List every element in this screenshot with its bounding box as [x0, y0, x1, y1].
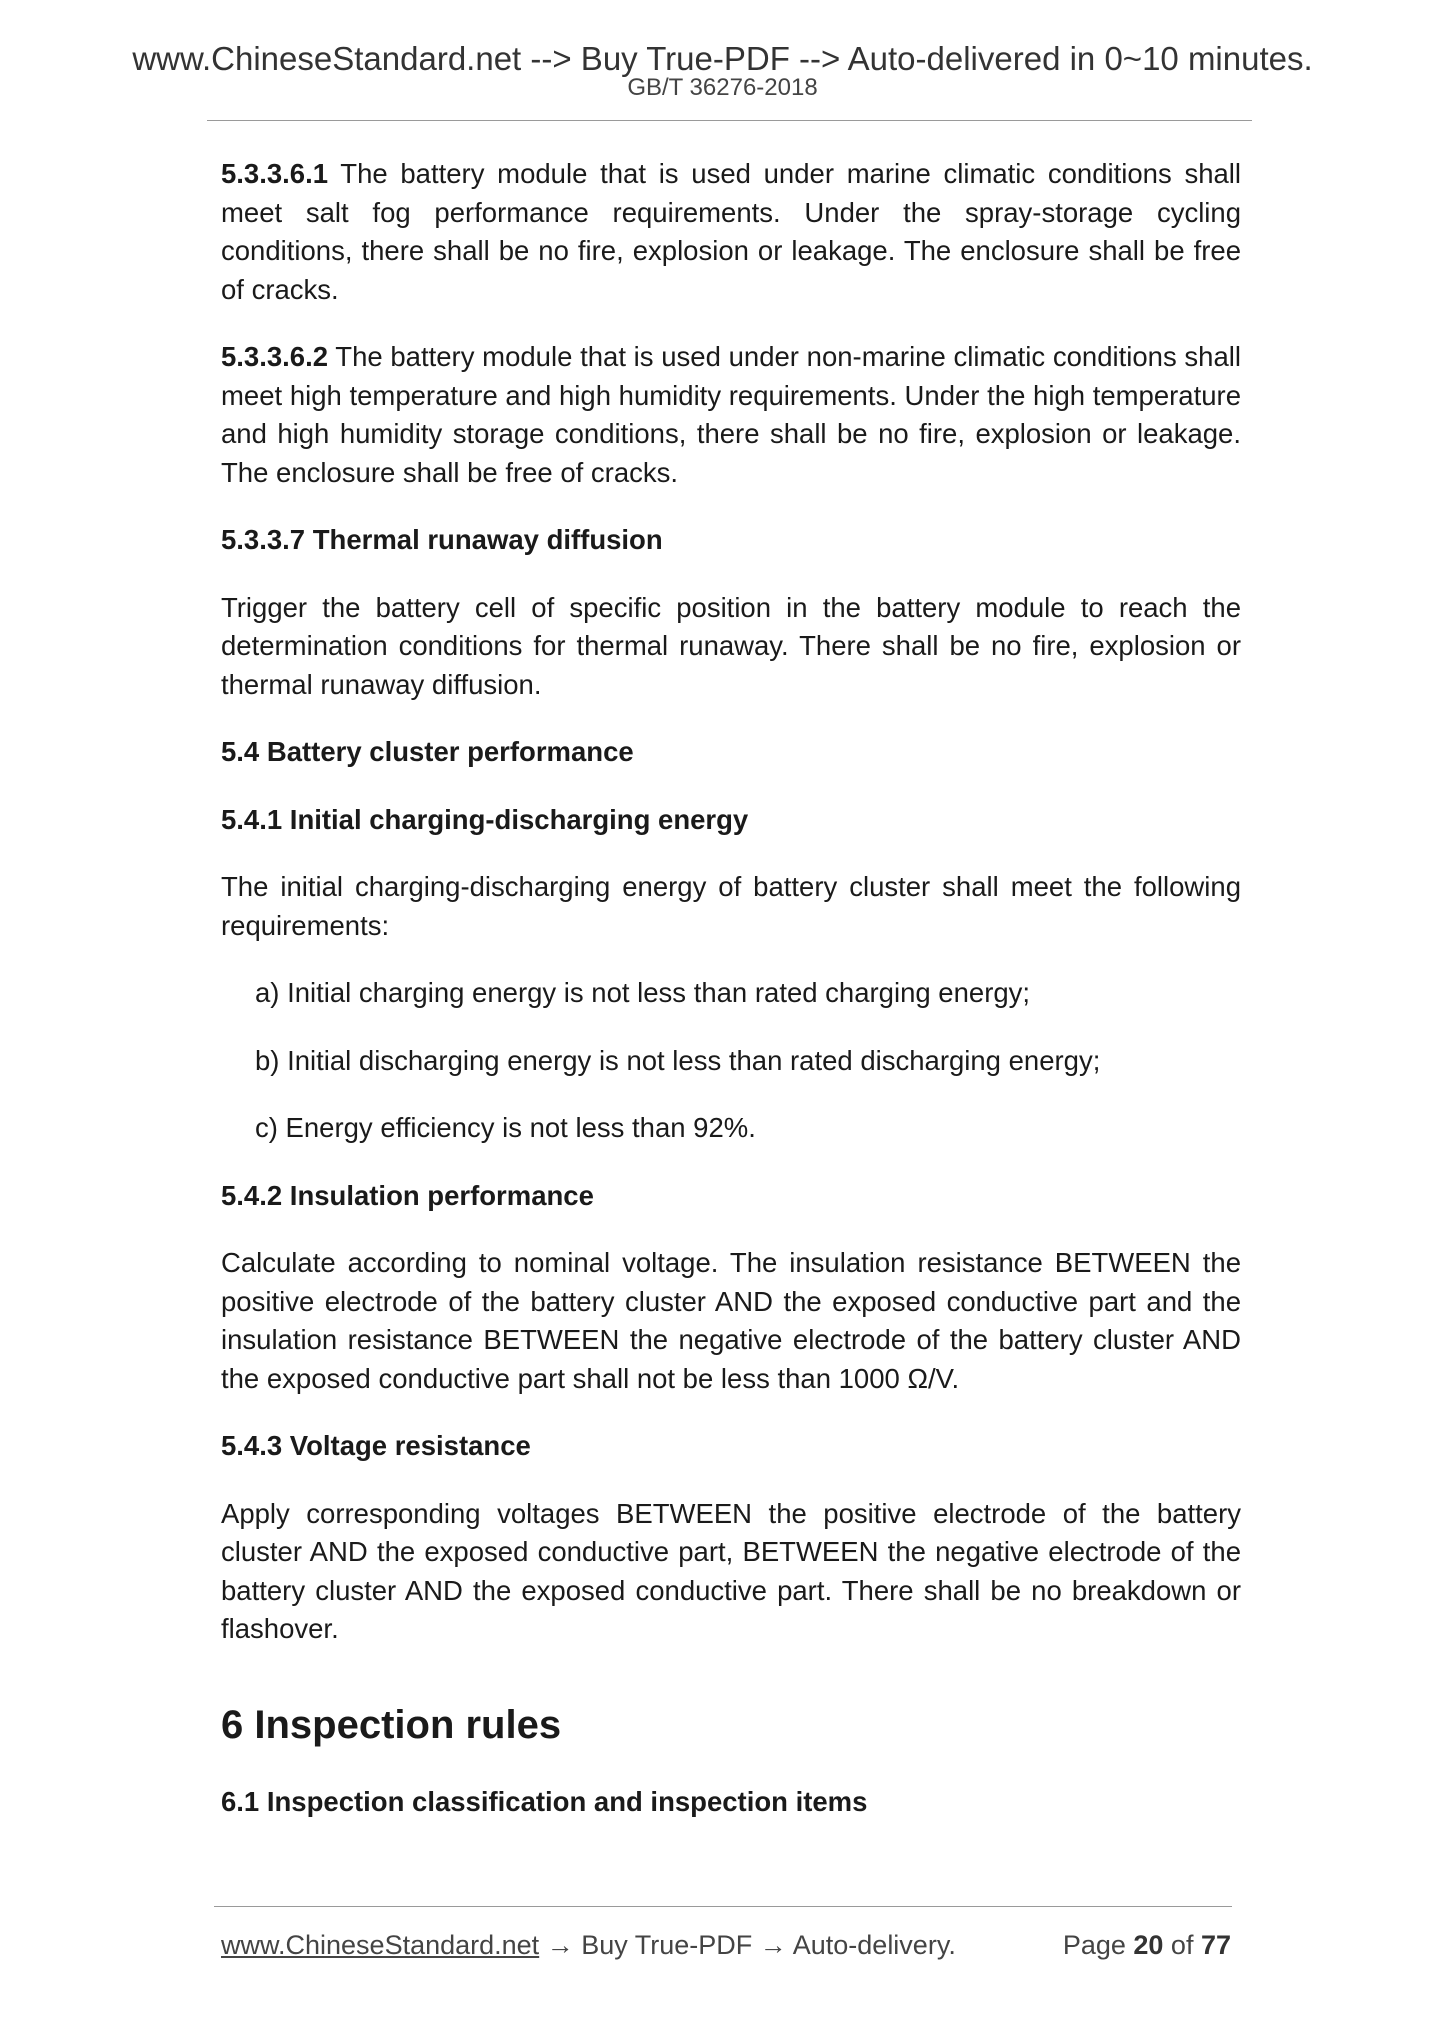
paragraph-5-3-3-7: Trigger the battery cell of specific position in the battery module to reach the determination conditions for thermal runaway. There shall be no fire, explosion or thermal runaway diffusion. — [221, 591, 1241, 700]
paragraph-5-4-1: The initial charging-discharging energy of battery cluster shall meet the following requirements: — [221, 871, 1241, 941]
heading-6-1: 6.1 Inspection classification and inspection items — [221, 1785, 868, 1817]
page-of: of — [1163, 1930, 1201, 1960]
clause-number: 5.3.3.6.2 — [221, 341, 329, 372]
page-footer — [221, 1928, 1231, 1962]
page-current: 20 — [1133, 1930, 1164, 1960]
clause-text: The battery module that is used under non-marine climatic conditions shall meet high temperature and high humidity requirements. Under the high temperature and high humidity storage conditions, there shall be no fire, explosion or leakage. The enclosure shall be free of cracks. — [221, 341, 1241, 488]
page-content — [221, 155, 1241, 1850]
page-number — [1063, 1928, 1231, 1962]
heading-5-3-3-7: 5.3.3.7 Thermal runaway diffusion — [221, 524, 663, 555]
clause-5-3-3-6-2 — [221, 338, 1241, 492]
heading-5-4-2: 5.4.2 Insulation performance — [221, 1179, 594, 1211]
list-item-a: a) Initial charging energy is not less than rated charging energy; — [255, 977, 1031, 1008]
paragraph-5-4-2: Calculate according to nominal voltage. The insulation resistance BETWEEN the positive electrode of the battery cluster AND the exposed conductive part and the insulation resistance BETWEEN the negative electrode of the battery cluster AND the exposed conductive part shall not be less than 1000 Ω/V. — [221, 1247, 1241, 1394]
list-item-b: b) Initial discharging energy is not less than rated discharging energy; — [255, 1044, 1101, 1076]
paragraph-5-4-3: Apply corresponding voltages BETWEEN the positive electrode of the battery cluster AND the exposed conductive part, BETWEEN the negative electrode of the battery cluster AND the exposed conductive part. There shall be no breakdown or flashover. — [221, 1497, 1241, 1644]
footer-divider — [214, 1906, 1232, 1907]
footer-link[interactable]: www.ChineseStandard.net — [221, 1930, 540, 1960]
standard-code: GB/T 36276-2018 — [627, 74, 818, 101]
top-banner: www.ChineseStandard.net --> Buy True-PDF --> Auto-delivered in 0~10 minutes. — [132, 40, 1313, 77]
heading-5-4-1: 5.4.1 Initial charging-discharging energy — [221, 803, 749, 835]
page-label: Page — [1062, 1930, 1134, 1960]
heading-6: 6 Inspection rules — [221, 1702, 562, 1747]
list-item-c: c) Energy efficiency is not less than 92%. — [255, 1112, 756, 1143]
clause-number: 5.3.3.6.1 — [221, 158, 329, 189]
heading-5-4-3: 5.4.3 Voltage resistance — [221, 1430, 531, 1461]
clause-5-3-3-6-1 — [221, 155, 1241, 309]
heading-5-4: 5.4 Battery cluster performance — [221, 736, 634, 767]
clause-text: The battery module that is used under marine climatic conditions shall meet salt fog performance requirements. Under the spray-storage cycling conditions, there shall be no fire, explosion or leakage. The enclosure shall be free of cracks. — [221, 158, 1241, 305]
footer-tagline: → Buy True-PDF → Auto-delivery. — [539, 1930, 956, 1960]
page-total: 77 — [1200, 1930, 1231, 1960]
header-divider — [207, 120, 1252, 121]
